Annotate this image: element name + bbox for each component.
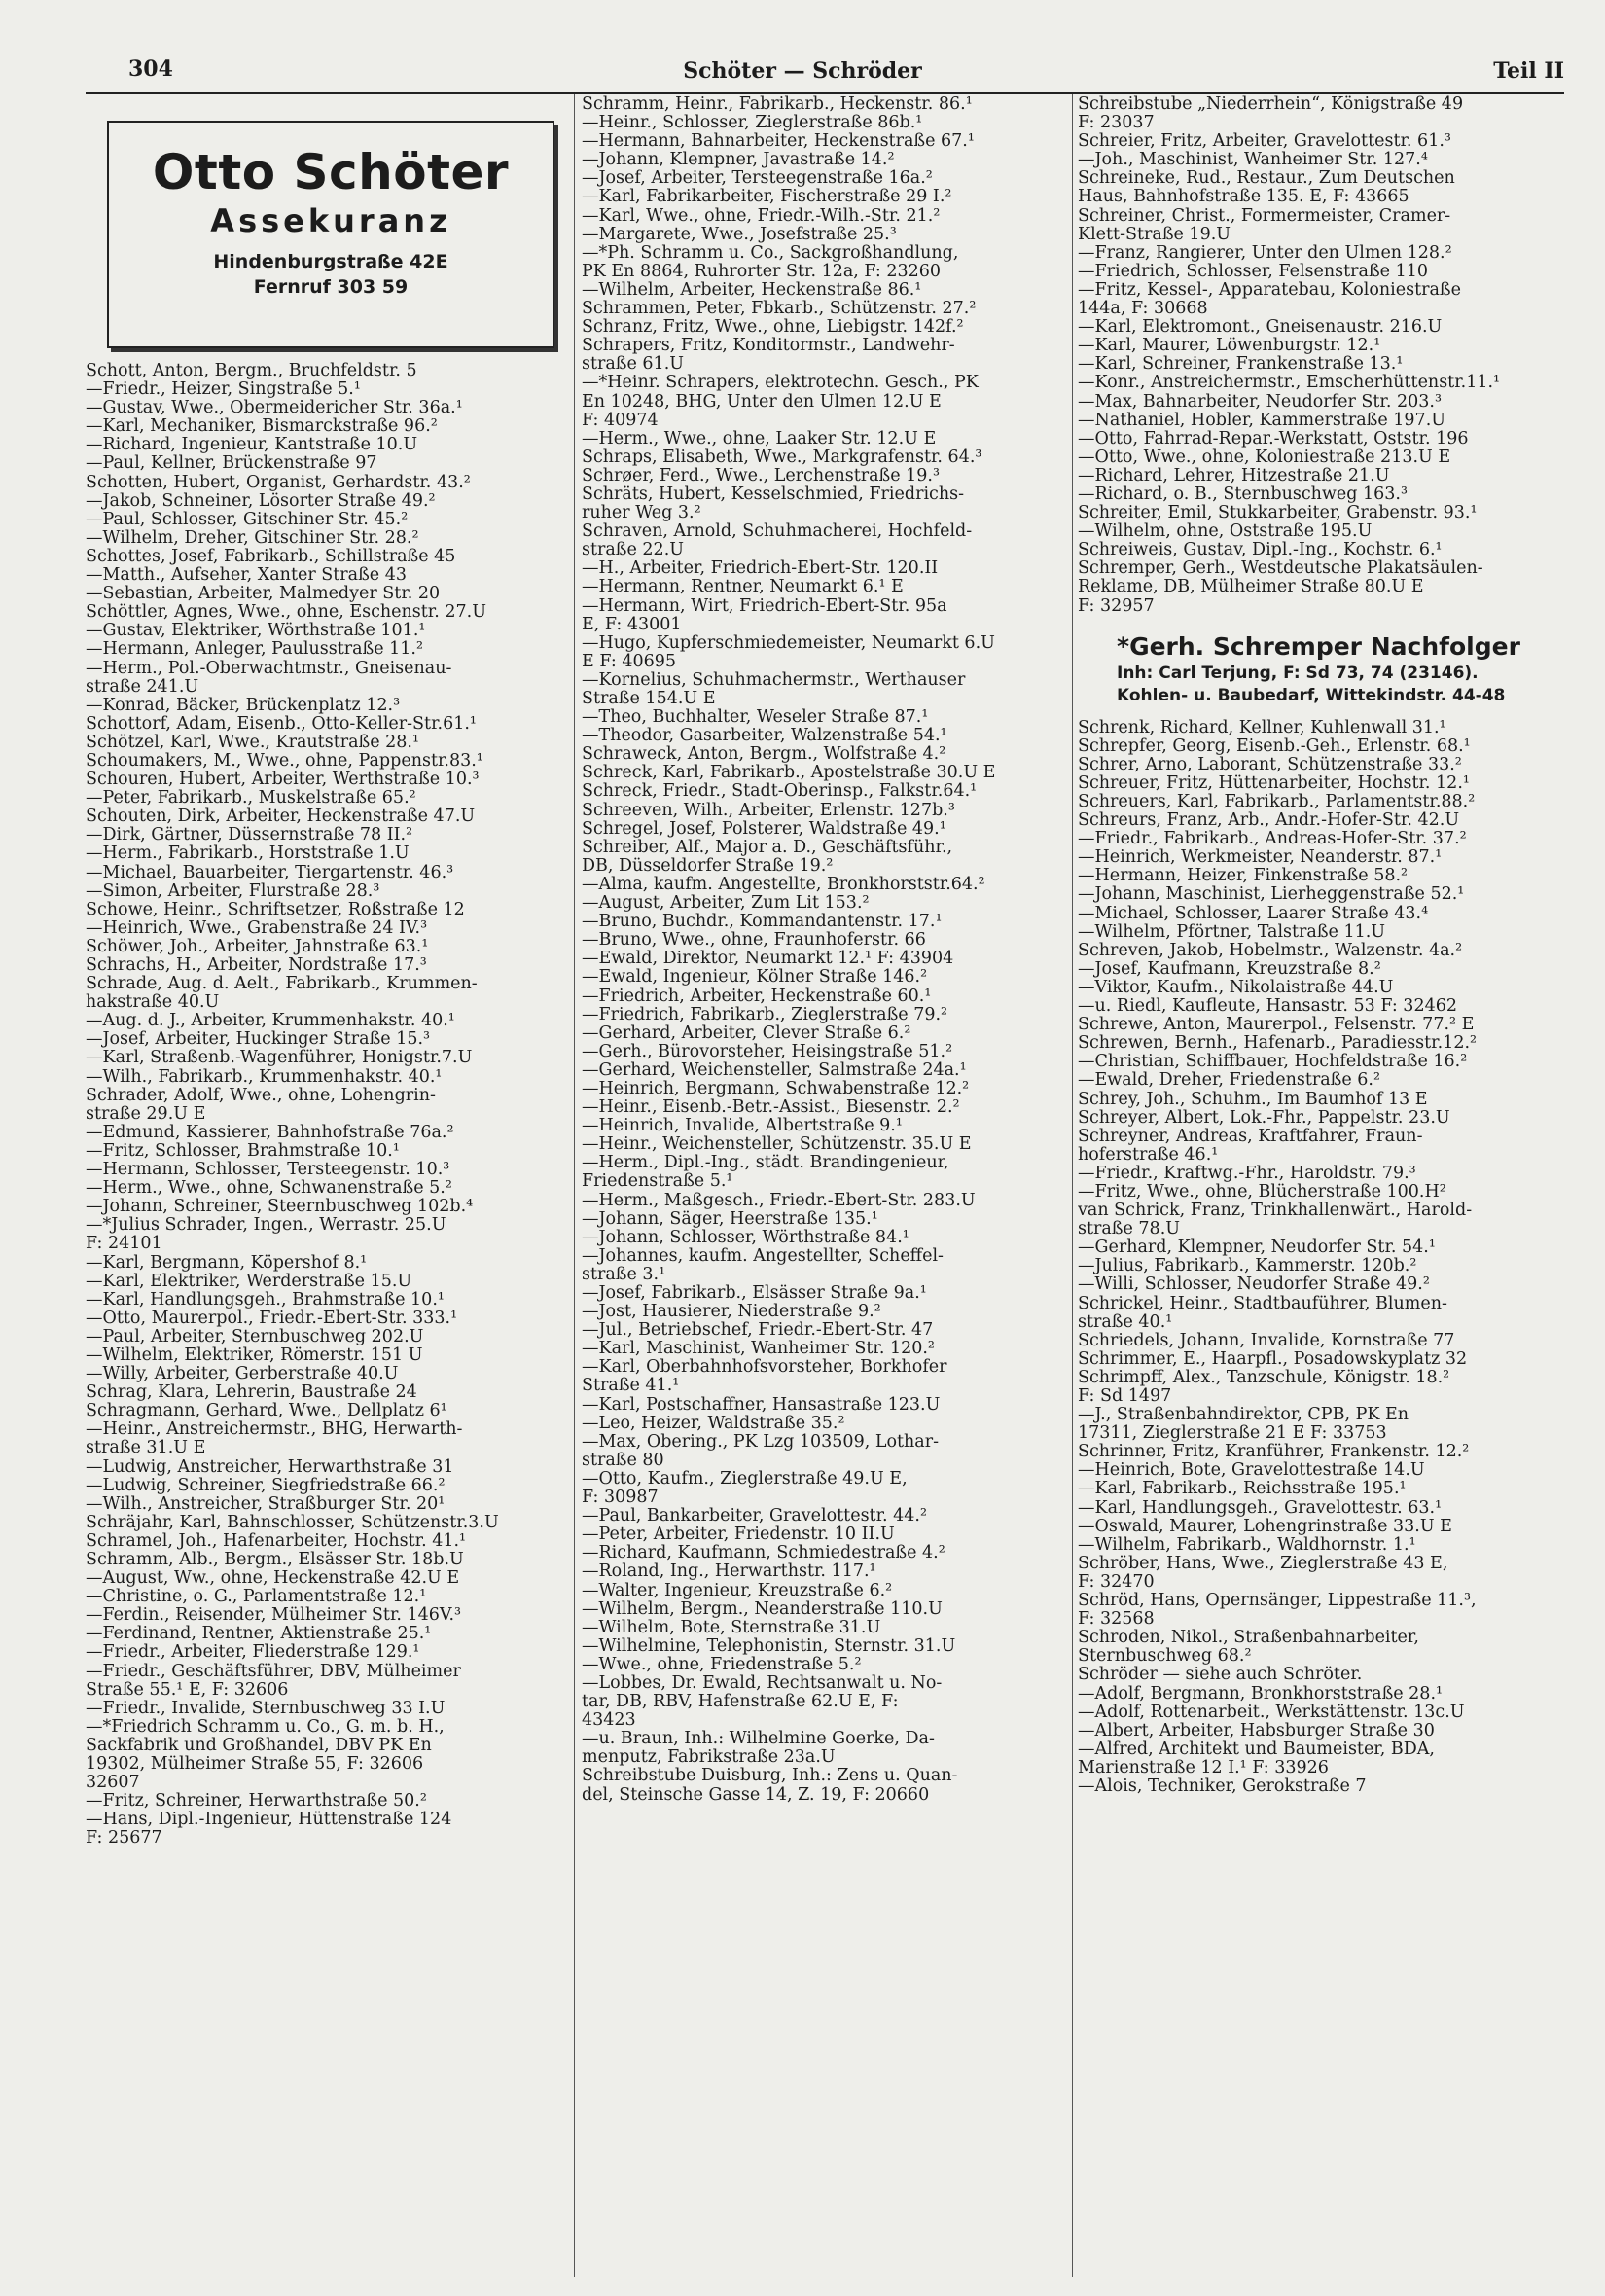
directory-entry-line: del, Steinsche Gasse 14, Z. 19, F: 20660 [582, 1785, 930, 1805]
directory-entry-line: Schrey, Joh., Schuhm., Im Baumhof 13 E [1078, 1090, 1428, 1109]
directory-entry-line: —Johann, Schlosser, Wörthstraße 84.¹ [582, 1228, 910, 1247]
directory-entry-line: Schrøer, Ferd., Wwe., Lerchenstraße 19.³ [582, 466, 941, 485]
directory-entry-line: —Karl, Maurer, Löwenburgstr. 12.¹ [1078, 337, 1381, 356]
directory-entry-line: —Wilhelm, Pförtner, Talstraße 11.U [1078, 922, 1386, 942]
directory-entry-line: E F: 40695 [582, 652, 676, 671]
directory-entry-line: —Dirk, Gärtner, Düssernstraße 78 II.² [86, 826, 413, 845]
directory-entry-line: tar, DB, RBV, Hafenstraße 62.U E, F: [582, 1693, 899, 1712]
directory-entry-line: —Richard, Kaufmann, Schmiedestraße 4.² [582, 1544, 945, 1563]
directory-entry-line: Schreiber, Alf., Major a. D., Geschäftsführ., [582, 838, 953, 857]
directory-entry-line: Schreiter, Emil, Stukkarbeiter, Grabenstr. 93.¹ [1078, 504, 1478, 523]
directory-entry-line: —Oswald, Maurer, Lohengrinstraße 33.U E [1078, 1517, 1452, 1536]
directory-entry-line: —Karl, Wwe., ohne, Friedr.-Wilh.-Str. 21.² [582, 206, 941, 226]
directory-entry-line: —u. Riedl, Kaufleute, Hansastr. 53 F: 32462 [1078, 997, 1457, 1017]
directory-entry-line: Schouren, Hubert, Arbeiter, Werthstraße 10.³ [86, 771, 480, 790]
directory-entry-line: —Hermann, Schlosser, Tersteegenstr. 10.³ [86, 1161, 450, 1180]
directory-entry-line: —Max, Obering., PK Lzg 103509, Lothar- [582, 1432, 939, 1452]
directory-entry-line: Schroden, Nikol., Straßenbahnarbeiter, [1078, 1629, 1419, 1648]
directory-entry-line: —Theodor, Gasarbeiter, Walzenstraße 54.¹ [582, 727, 947, 746]
directory-entry-line: Schraps, Elisabeth, Wwe., Markgrafenstr. 64.³ [582, 448, 982, 467]
directory-entry-line: —Konr., Anstreichermstr., Emscherhüttenstr.11.¹ [1078, 374, 1501, 393]
directory-entry-line: —J., Straßenbahndirektor, CPB, PK En [1078, 1406, 1409, 1425]
directory-entry-line: —Paul, Arbeiter, Sternbuschweg 202.U [86, 1327, 424, 1346]
directory-entry-line: —Josef, Arbeiter, Huckinger Straße 15.³ [86, 1030, 431, 1050]
directory-entry-line: —Heinr., Schlosser, Zieglerstraße 86b.¹ [582, 114, 923, 133]
ad-business-line: Kohlen- u. Baubedarf, Wittekindstr. 44-48 [1117, 685, 1506, 705]
directory-entry-line: —Wilhelmine, Telephonistin, Sternstr. 31.U [582, 1636, 956, 1656]
directory-entry-line: Schräts, Hubert, Kesselschmied, Friedrichs- [582, 484, 965, 504]
ad-trade: Assekuranz [210, 202, 451, 239]
directory-entry-line: Marienstraße 12 I.¹ F: 33926 [1078, 1758, 1329, 1777]
directory-entry-line: —Johann, Säger, Heerstraße 135.¹ [582, 1209, 878, 1229]
directory-entry-line: Schröber, Hans, Wwe., Zieglerstraße 43 E, [1078, 1554, 1448, 1573]
directory-entry-line: —Max, Bahnarbeiter, Neudorfer Str. 203.³ [1078, 392, 1442, 412]
directory-entry-line: —Wilhelm, Bote, Sternstraße 31.U [582, 1618, 881, 1637]
ad-address: Hindenburgstraße 42E [213, 251, 448, 272]
directory-entry-line: —Karl, Elektriker, Werderstraße 15.U [86, 1272, 412, 1291]
directory-entry-line: —Friedr., Geschäftsführer, DBV, Mülheimer [86, 1662, 461, 1681]
directory-entry-line: —Walter, Ingenieur, Kreuzstraße 6.² [582, 1581, 893, 1600]
directory-entry-line: —August, Arbeiter, Zum Lit 153.² [582, 894, 870, 914]
directory-entry-line: Schreurs, Franz, Arb., Andr.-Hofer-Str. 42.U [1078, 811, 1460, 831]
directory-entry-line: —u. Braun, Inh.: Wilhelmine Goerke, Da- [582, 1730, 935, 1749]
directory-entry-line: —Otto, Maurerpol., Friedr.-Ebert-Str. 333.¹ [86, 1309, 458, 1328]
ad-title: *Gerh. Schremper Nachfolger [1117, 631, 1520, 661]
directory-entry-line: —Simon, Arbeiter, Flurstraße 28.³ [86, 881, 380, 901]
directory-entry-line: Schrinner, Fritz, Kranführer, Frankenstr. 12.² [1078, 1443, 1470, 1462]
directory-entry-line: —Wilhelm, Bergm., Neanderstraße 110.U [582, 1599, 943, 1619]
directory-entry-line: Schreven, Jakob, Hobelmstr., Walzenstr. 4a.² [1078, 941, 1463, 960]
directory-entry-line: —Herm., Wwe., ohne, Laaker Str. 12.U E [582, 429, 937, 448]
directory-entry-line: menputz, Fabrikstraße 23a.U [582, 1748, 836, 1768]
directory-entry-line: —Alma, kaufm. Angestellte, Bronkhorststr.64.² [582, 875, 985, 894]
directory-entry-line: Schräjahr, Karl, Bahnschlosser, Schützenstr.3.U [86, 1513, 499, 1532]
advertisement-otto-schoeter [107, 121, 554, 348]
directory-entry-line: —Karl, Bergmann, Köpershof 8.¹ [86, 1253, 368, 1273]
directory-entry-line: —Wwe., ohne, Friedenstraße 5.² [582, 1655, 862, 1674]
directory-entry-line: —Willy, Arbeiter, Gerberstraße 40.U [86, 1365, 399, 1384]
directory-entry-line: Schreyner, Andreas, Kraftfahrer, Fraun- [1078, 1127, 1423, 1146]
column-3-entries [1078, 95, 1564, 1796]
directory-entry-line: Schoumakers, M., Wwe., ohne, Pappenstr.83.¹ [86, 751, 483, 771]
directory-entry-line: —Wilh., Anstreicher, Straßburger Str. 20¹ [86, 1494, 446, 1514]
directory-entry-line: —Josef, Arbeiter, Tersteegenstraße 16a.² [582, 169, 933, 189]
directory-entry-line: straße 61.U [582, 355, 684, 375]
directory-entry-line: —Hermann, Wirt, Friedrich-Ebert-Str. 95a [582, 596, 947, 616]
directory-entry-line: 17311, Zieglerstraße 21 E F: 33753 [1078, 1424, 1387, 1444]
directory-entry-line: —Herm., Wwe., ohne, Schwanenstraße 5.² [86, 1179, 452, 1199]
directory-entry-line: Straße 154.U E [582, 690, 716, 708]
directory-entry-line: —Karl, Elektromont., Gneisenaustr. 216.U [1078, 318, 1443, 338]
directory-entry-line: —August, Ww., ohne, Heckenstraße 42.U E [86, 1569, 460, 1589]
directory-entry-line: Schrickel, Heinr., Stadtbauführer, Blumen- [1078, 1294, 1447, 1313]
directory-entry-line: —H., Arbeiter, Friedrich-Ebert-Str. 120.II [582, 559, 939, 579]
directory-entry-line: —Karl, Maschinist, Wanheimer Str. 120.² [582, 1340, 935, 1359]
directory-entry-line: —Bruno, Buchdr., Kommandantenstr. 17.¹ [582, 913, 943, 932]
directory-entry-line: —Franz, Rangierer, Unter den Ulmen 128.² [1078, 243, 1452, 263]
directory-entry-line: straße 3.¹ [582, 1265, 666, 1284]
directory-entry-line: —Christian, Schiffbauer, Hochfeldstraße 16.² [1078, 1053, 1468, 1072]
directory-entry-line: —Christine, o. G., Parlamentstraße 12.¹ [86, 1588, 427, 1607]
directory-entry-line: —Roland, Ing., Herwarthstr. 117.¹ [582, 1562, 876, 1582]
header-rule [86, 92, 1564, 94]
column-divider [574, 94, 575, 2277]
directory-entry-line: Schreck, Karl, Fabrikarb., Apostelstraße 30.U E [582, 764, 996, 783]
directory-entry-line: F: 32957 [1078, 596, 1155, 616]
directory-entry-line: —Wilhelm, Fabrikarb., Waldhornstr. 1.¹ [1078, 1535, 1416, 1555]
directory-entry-line: F: 25677 [86, 1829, 162, 1848]
directory-entry-line: Haus, Bahnhofstraße 135. E, F: 43665 [1078, 188, 1409, 207]
directory-entry-line: Schottes, Josef, Fabrikarb., Schillstraße 45 [86, 547, 456, 566]
directory-entry-line: —Paul, Bankarbeiter, Gravelottestr. 44.² [582, 1507, 927, 1526]
directory-entry-line: —Julius, Fabrikarb., Kammerstr. 120b.² [1078, 1257, 1417, 1276]
directory-entry-line: Schouten, Dirk, Arbeiter, Heckenstraße 47.U [86, 807, 476, 827]
directory-entry-line: Schröd, Hans, Opernsänger, Lippestraße 11.³, [1078, 1592, 1477, 1611]
directory-entry-line: Schreyer, Albert, Lok.-Fhr., Pappelstr. 23.U [1078, 1108, 1450, 1128]
directory-entry-line: —Johann, Maschinist, Lierheggenstraße 52.¹ [1078, 885, 1465, 905]
directory-entry-line: —Friedr., Invalide, Sternbuschweg 33 I.U [86, 1699, 446, 1718]
directory-entry-line: —Wilhelm, Arbeiter, Heckenstraße 86.¹ [582, 280, 922, 300]
directory-entry-line: Sternbuschweg 68.² [1078, 1647, 1252, 1667]
directory-entry-line: —Konrad, Bäcker, Brückenplatz 12.³ [86, 696, 401, 715]
directory-entry-line: Schötzel, Karl, Wwe., Krautstraße 28.¹ [86, 733, 419, 752]
directory-entry-line: —Richard, Ingenieur, Kantstraße 10.U [86, 436, 418, 455]
directory-entry-line: —Gustav, Wwe., Obermeidericher Str. 36a.¹ [86, 399, 463, 418]
directory-entry-line: —Fritz, Schlosser, Brahmstraße 10.¹ [86, 1141, 400, 1161]
ad-company-name: Otto Schöter [152, 144, 510, 200]
directory-entry-line: Schraweck, Anton, Bergm., Wolfstraße 4.² [582, 745, 946, 765]
directory-entry-line: —Fritz, Kessel-, Apparatebau, Koloniestraße [1078, 280, 1461, 300]
directory-entry-line: Klett-Straße 19.U [1078, 225, 1231, 244]
directory-entry-line: En 10248, BHG, Unter den Ulmen 12.U E [582, 392, 942, 412]
directory-entry-line: Schreineke, Rud., Restaur., Zum Deutschen [1078, 169, 1455, 189]
directory-entry-line: —Heinrich, Wwe., Grabenstraße 24 IV.³ [86, 918, 428, 938]
directory-entry-line: —Wilhelm, Dreher, Gitschiner Str. 28.² [86, 528, 419, 548]
directory-entry-line: Schrewen, Bernh., Hafenarb., Paradiesstr.12.² [1078, 1034, 1478, 1054]
directory-entry-line: —Adolf, Bergmann, Bronkhorststraße 28.¹ [1078, 1684, 1444, 1704]
directory-entry-line: —Alois, Techniker, Gerokstraße 7 [1078, 1776, 1367, 1796]
directory-entry-line: —Herm., Fabrikarb., Horststraße 1.U [86, 844, 410, 864]
directory-entry-line: straße 78.U [1078, 1220, 1180, 1239]
directory-entry-line: —Herm., Pol.-Oberwachtmstr., Gneisenau- [86, 659, 452, 678]
directory-entry-line: —Edmund, Kassierer, Bahnhofstraße 76a.² [86, 1123, 454, 1142]
directory-entry-line: Schrimmer, E., Haarpfl., Posadowskyplatz 32 [1078, 1349, 1468, 1369]
directory-entry-line: —Herm., Dipl.-Ing., städt. Brandingenieur, [582, 1154, 949, 1173]
page-number: 304 [128, 56, 173, 82]
ad-owner-line: Inh: Carl Terjung, F: Sd 73, 74 (23146). [1117, 663, 1479, 683]
directory-entry-line: Schotten, Hubert, Organist, Gerhardstr. 43.² [86, 473, 471, 492]
directory-entry-line: 19302, Mülheimer Straße 55, F: 32606 [86, 1755, 424, 1775]
directory-entry-line: Schöttler, Agnes, Wwe., ohne, Eschenstr. 27.U [86, 603, 486, 623]
directory-entry-line: Sackfabrik und Großhandel, DBV PK En [86, 1736, 432, 1755]
directory-entry-line: —Johann, Schreiner, Steernbuschweg 102b.⁴ [86, 1198, 474, 1217]
directory-entry-line: —Michael, Schlosser, Laarer Straße 43.⁴ [1078, 904, 1429, 923]
directory-entry-line: Schregel, Josef, Polsterer, Waldstraße 49.¹ [582, 819, 946, 839]
directory-entry-line: —Peter, Fabrikarb., Muskelstraße 65.² [86, 789, 416, 808]
directory-entry-line: —Friedrich, Fabrikarb., Zieglerstraße 79.² [582, 1005, 948, 1024]
directory-entry-line: —Heinrich, Bote, Gravelottestraße 14.U [1078, 1461, 1425, 1481]
directory-entry-line: —Otto, Wwe., ohne, Koloniestraße 213.U E [1078, 448, 1451, 467]
directory-entry-line: Schrachs, H., Arbeiter, Nordstraße 17.³ [86, 956, 427, 975]
directory-entry-line: —Johann, Klempner, Javastraße 14.² [582, 151, 895, 170]
directory-entry-line: —Ludwig, Anstreicher, Herwarthstraße 31 [86, 1457, 454, 1477]
directory-entry-line: —Friedr., Fabrikarb., Andreas-Hofer-Str. 37.² [1078, 830, 1467, 849]
directory-entry-line: —Jost, Hausierer, Niederstraße 9.² [582, 1303, 881, 1322]
directory-entry-line: —Alfred, Architekt und Baumeister, BDA, [1078, 1740, 1435, 1759]
directory-entry-line: Schröder — siehe auch Schröter. [1078, 1666, 1363, 1685]
directory-entry-line: ruher Weg 3.² [582, 504, 701, 523]
directory-entry-line: —Josef, Fabrikarb., Elsässer Straße 9a.¹ [582, 1284, 927, 1303]
directory-entry-line: —Friedrich, Arbeiter, Heckenstraße 60.¹ [582, 987, 932, 1006]
directory-entry-line: F: 30987 [582, 1489, 659, 1508]
directory-entry-line: —Heinrich, Invalide, Albertstraße 9.¹ [582, 1117, 903, 1136]
directory-entry-line: Schreeven, Wilh., Arbeiter, Erlenstr. 127b.³ [582, 801, 955, 820]
directory-entry-line: —*Ph. Schramm u. Co., Sackgroßhandlung, [582, 243, 959, 263]
directory-entry-line: —Heinr., Anstreichermstr., BHG, Herwarth- [86, 1420, 463, 1440]
directory-entry-line: —Joh., Maschinist, Wanheimer Str. 127.⁴ [1078, 151, 1428, 170]
directory-entry-line: straße 29.U E [86, 1104, 206, 1124]
directory-entry-line: —Karl, Handlungsgeh., Gravelottestr. 63.¹ [1078, 1498, 1443, 1518]
directory-entry-line: —Wilhelm, ohne, Oststraße 195.U [1078, 522, 1373, 542]
directory-entry-line: PK En 8864, Ruhrorter Str. 12a, F: 23260 [582, 262, 942, 281]
directory-entry-line: Straße 55.¹ E, F: 32606 [86, 1680, 289, 1700]
directory-entry-line: Schreiner, Christ., Formermeister, Cramer- [1078, 206, 1451, 226]
directory-entry-line: Schrewe, Anton, Maurerpol., Felsenstr. 77.² E [1078, 1016, 1475, 1035]
directory-entry-line: —Kornelius, Schuhmachermstr., Werthauser [582, 670, 966, 690]
directory-entry-line: —Paul, Kellner, Brückenstraße 97 [86, 454, 377, 474]
directory-entry-line: Schreiweis, Gustav, Dipl.-Ing., Kochstr. 6.¹ [1078, 541, 1443, 560]
directory-entry-line: 32607 [86, 1774, 140, 1793]
directory-entry-line: straße 40.¹ [1078, 1312, 1173, 1332]
directory-entry-line: —Wilhelm, Elektriker, Römerstr. 151 U [86, 1345, 423, 1365]
page-part-label: Teil II [1493, 58, 1564, 84]
directory-entry-line: —Heinr., Eisenb.-Betr.-Assist., Biesenstr. 2.² [582, 1098, 960, 1118]
directory-entry-line: —Hermann, Rentner, Neumarkt 6.¹ E [582, 578, 904, 597]
directory-entry-line: —Paul, Schlosser, Gitschiner Str. 45.² [86, 510, 409, 529]
directory-entry-line: Schrimpff, Alex., Tanzschule, Königstr. 18.² [1078, 1368, 1450, 1387]
directory-entry-line: —Herm., Maßgesch., Friedr.-Ebert-Str. 283.U [582, 1191, 976, 1210]
directory-entry-line: —Theo, Buchhalter, Weseler Straße 87.¹ [582, 708, 929, 728]
directory-entry-line: —Fritz, Schreiner, Herwarthstraße 50.² [86, 1792, 427, 1812]
directory-entry-line: Schott, Anton, Bergm., Bruchfeldstr. 5 [86, 362, 417, 380]
directory-entry-line: Schreck, Friedr., Stadt-Oberinsp., Falkstr.64.¹ [582, 782, 978, 802]
directory-entry-line: —Friedrich, Schlosser, Felsenstraße 110 [1078, 262, 1428, 281]
directory-entry-line: —Michael, Bauarbeiter, Tiergartenstr. 46.³ [86, 863, 454, 882]
directory-entry-line: 144a, F: 30668 [1078, 300, 1208, 319]
directory-entry-line: Schrenk, Richard, Kellner, Kuhlenwall 31.¹ [1078, 718, 1446, 737]
directory-entry-line: Schramm, Alb., Bergm., Elsässer Str. 18b.U [86, 1551, 464, 1569]
column-3 [1078, 95, 1564, 1796]
column-2 [582, 95, 1068, 1805]
directory-entry-line: Schrader, Adolf, Wwe., ohne, Lohengrin- [86, 1086, 436, 1105]
directory-entry-line: —Karl, Postschaffner, Hansastraße 123.U [582, 1395, 941, 1415]
directory-entry-line: —Karl, Mechaniker, Bismarckstraße 96.² [86, 417, 438, 437]
directory-entry-line: F: 32568 [1078, 1610, 1155, 1630]
directory-entry-line: —Bruno, Wwe., ohne, Fraunhoferstr. 66 [582, 931, 926, 951]
directory-entry-line: Friedenstraße 5.¹ [582, 1172, 733, 1192]
directory-entry-line: —Sebastian, Arbeiter, Malmedyer Str. 20 [86, 585, 441, 604]
directory-entry-line: —Heinrich, Bergmann, Schwabenstraße 12.² [582, 1079, 970, 1098]
directory-entry-line: —Ewald, Direktor, Neumarkt 12.¹ F: 43904 [582, 950, 954, 969]
directory-entry-line: —Viktor, Kaufm., Nikolaistraße 44.U [1078, 978, 1394, 997]
directory-entry-line: —Richard, o. B., Sternbuschweg 163.³ [1078, 484, 1408, 504]
directory-entry-line: —Karl, Straßenb.-Wagenführer, Honigstr.7.U [86, 1049, 473, 1068]
directory-entry-line: —Hermann, Bahnarbeiter, Heckenstraße 67.¹ [582, 132, 975, 152]
directory-entry-line: —Jakob, Schneiner, Lösorter Straße 49.² [86, 491, 436, 511]
directory-entry-line: Reklame, DB, Mülheimer Straße 80.U E [1078, 578, 1424, 597]
directory-entry-line: —Gerhard, Weichensteller, Salmstraße 24a.¹ [582, 1060, 967, 1080]
directory-entry-line: —Gerhard, Klempner, Neudorfer Str. 54.¹ [1078, 1238, 1436, 1258]
directory-entry-line: —Karl, Oberbahnhofsvorsteher, Borkhofer [582, 1358, 947, 1378]
directory-entry-line: —*Heinr. Schrapers, elektrotechn. Gesch., PK [582, 374, 979, 393]
directory-entry-line: —Albert, Arbeiter, Habsburger Straße 30 [1078, 1721, 1435, 1740]
advertisement-schremper [1117, 631, 1564, 707]
directory-entry-line: —Hugo, Kupferschmiedemeister, Neumarkt 6.U [582, 633, 995, 653]
directory-entry-line: Schottorf, Adam, Eisenb., Otto-Keller-Str.61.¹ [86, 714, 477, 734]
directory-entry-line: —Aug. d. J., Arbeiter, Krummenhakstr. 40.¹ [86, 1012, 455, 1031]
ad-phone: Fernruf 303 59 [253, 276, 409, 298]
directory-entry-line: Schrag, Klara, Lehrerin, Baustraße 24 [86, 1383, 417, 1403]
directory-entry-line: —Friedr., Arbeiter, Fliederstraße 129.¹ [86, 1643, 420, 1663]
directory-entry-line: F: 23037 [1078, 114, 1155, 133]
directory-entry-line: Schrade, Aug. d. Aelt., Fabrikarb., Krummen- [86, 975, 478, 994]
directory-entry-line: —Wilh., Fabrikarb., Krummenhakstr. 40.¹ [86, 1067, 443, 1087]
directory-entry-line: Schreibstube „Niederrhein“, Königstraße 49 [1078, 95, 1464, 114]
directory-entry-line: F: 40974 [582, 411, 659, 430]
directory-entry-line: —Fritz, Wwe., ohne, Blücherstraße 100.H² [1078, 1182, 1446, 1202]
directory-entry-line: Schremper, Gerh., Westdeutsche Plakatsäulen- [1078, 559, 1483, 579]
directory-entry-line: —Lobbes, Dr. Ewald, Rechtsanwalt u. No- [582, 1673, 943, 1693]
directory-entry-line: —Gustav, Elektriker, Wörthstraße 101.¹ [86, 622, 426, 641]
directory-entry-line: —Josef, Kaufmann, Kreuzstraße 8.² [1078, 959, 1381, 979]
directory-entry-line: —Friedr., Heizer, Singstraße 5.¹ [86, 380, 361, 400]
directory-entry-line: —Ewald, Dreher, Friedenstraße 6.² [1078, 1071, 1380, 1091]
directory-entry-line: —Ludwig, Schreiner, Siegfriedstraße 66.² [86, 1476, 446, 1495]
column-1-entries [86, 362, 564, 1848]
directory-entry-line: —Richard, Lehrer, Hitzestraße 21.U [1078, 466, 1390, 485]
directory-entry-line: Schrepfer, Georg, Eisenb.-Geh., Erlenstr. 68.¹ [1078, 736, 1471, 756]
directory-entry-line: —Ewald, Ingenieur, Kölner Straße 146.² [582, 968, 928, 987]
column-1 [86, 95, 564, 1848]
directory-entry-line: straße 241.U [86, 677, 199, 697]
directory-entry-line: —Friedr., Kraftwg.-Fhr., Haroldstr. 79.³ [1078, 1164, 1416, 1183]
directory-entry-line: hoferstraße 46.¹ [1078, 1145, 1219, 1165]
directory-entry-line: —Willi, Schlosser, Neudorfer Straße 49.² [1078, 1275, 1430, 1295]
directory-entry-line: —Heinrich, Werkmeister, Neanderstr. 87.¹ [1078, 848, 1443, 868]
directory-entry-line: —Johannes, kaufm. Angestellter, Scheffel- [582, 1246, 944, 1266]
directory-entry-line: F: 24101 [86, 1235, 162, 1254]
directory-entry-line: E, F: 43001 [582, 615, 682, 634]
directory-entry-line: Schraven, Arnold, Schuhmacherei, Hochfeld- [582, 522, 973, 542]
directory-entry-line: hakstraße 40.U [86, 993, 220, 1013]
directory-entry-line: Straße 41.¹ [582, 1377, 680, 1396]
directory-entry-line: 43423 [582, 1711, 636, 1731]
directory-entry-line: —Ferdinand, Rentner, Aktienstraße 25.¹ [86, 1625, 432, 1644]
directory-entry-line: —Karl, Fabrikarb., Reichsstraße 195.¹ [1078, 1480, 1407, 1499]
page-running-title: Schöter — Schröder [683, 58, 922, 84]
directory-entry-line: van Schrick, Franz, Trinkhallenwärt., Harold- [1078, 1202, 1473, 1221]
directory-entry-line: Schramel, Joh., Hafenarbeiter, Hochstr. 41.¹ [86, 1531, 467, 1551]
directory-entry-line: Schrammen, Peter, Fbkarb., Schützenstr. 27.² [582, 300, 977, 319]
column-2-entries [582, 95, 1068, 1805]
directory-entry-line: Schreuer, Fritz, Hüttenarbeiter, Hochstr. 12.¹ [1078, 773, 1470, 793]
directory-entry-line: —*Julius Schrader, Ingen., Werrastr. 25.U [86, 1216, 446, 1236]
directory-entry-line: —Heinr., Weichensteller, Schützenstr. 35.U E [582, 1135, 972, 1155]
directory-entry-line: —Karl, Fabrikarbeiter, Fischerstraße 29 I.² [582, 188, 952, 207]
directory-entry-line: —Jul., Betriebschef, Friedr.-Ebert-Str. 47 [582, 1321, 934, 1341]
directory-entry-line: —Hans, Dipl.-Ingenieur, Hüttenstraße 124 [86, 1811, 452, 1830]
directory-entry-line: Schreier, Fritz, Arbeiter, Gravelottestr. 61.³ [1078, 132, 1451, 152]
directory-entry-line: —Otto, Kaufm., Zieglerstraße 49.U E, [582, 1469, 908, 1489]
directory-entry-line: Schragmann, Gerhard, Wwe., Dellplatz 6¹ [86, 1402, 447, 1421]
directory-entry-line: Schreibstube Duisburg, Inh.: Zens u. Quan- [582, 1767, 958, 1786]
directory-entry-line: straße 22.U [582, 541, 684, 560]
directory-entry-line: —Matth., Aufseher, Xanter Straße 43 [86, 566, 407, 586]
directory-entry-line: —Hermann, Heizer, Finkenstraße 58.² [1078, 867, 1409, 886]
directory-entry-line: —Hermann, Anleger, Paulusstraße 11.² [86, 640, 423, 660]
directory-entry-line: Schrapers, Fritz, Konditormstr., Landwehr- [582, 337, 955, 356]
directory-entry-line: —Nathaniel, Hobler, Kammerstraße 197.U [1078, 411, 1446, 430]
directory-entry-line: straße 31.U E [86, 1439, 206, 1458]
directory-entry-line: Schranz, Fritz, Wwe., ohne, Liebigstr. 142f.² [582, 318, 964, 338]
directory-entry-line: F: Sd 1497 [1078, 1387, 1172, 1406]
directory-entry-line: —Peter, Arbeiter, Friedenstr. 10 II.U [582, 1525, 895, 1545]
directory-entry-line: —Otto, Fahrrad-Repar.-Werkstatt, Oststr. 196 [1078, 429, 1469, 448]
directory-entry-line: DB, Düsseldorfer Straße 19.² [582, 856, 834, 876]
directory-entry-line: Schreuers, Karl, Fabrikarb., Parlamentstr.88.² [1078, 793, 1476, 811]
directory-entry-line: —Margarete, Wwe., Josefstraße 25.³ [582, 225, 897, 244]
directory-entry-line: Schrer, Arno, Laborant, Schützenstraße 33.² [1078, 755, 1462, 774]
directory-entry-line: —Karl, Schreiner, Frankenstraße 13.¹ [1078, 355, 1404, 375]
directory-entry-line: —Karl, Handlungsgeh., Brahmstraße 10.¹ [86, 1290, 445, 1309]
directory-entry-line: —Leo, Heizer, Waldstraße 35.² [582, 1414, 845, 1433]
directory-entry-line: Schöwer, Joh., Arbeiter, Jahnstraße 63.¹ [86, 937, 429, 956]
directory-entry-line: —Gerh., Bürovorsteher, Heisingstraße 51.² [582, 1042, 953, 1061]
directory-entry-line: straße 80 [582, 1451, 664, 1470]
directory-entry-line: Schramm, Heinr., Fabrikarb., Heckenstr. 86.¹ [582, 95, 973, 114]
directory-entry-line: —Gerhard, Arbeiter, Clever Straße 6.² [582, 1023, 911, 1043]
directory-entry-line: Schowe, Heinr., Schriftsetzer, Roßstraße 12 [86, 900, 465, 919]
directory-entry-line: F: 32470 [1078, 1572, 1155, 1592]
directory-entry-line: Schriedels, Johann, Invalide, Kornstraße 77 [1078, 1331, 1455, 1350]
directory-entry-line: —Ferdin., Reisender, Mülheimer Str. 146V.³ [86, 1606, 462, 1626]
column-divider [1072, 94, 1073, 2277]
directory-entry-line: —Adolf, Rottenarbeit., Werkstättenstr. 13c.U [1078, 1703, 1465, 1722]
directory-entry-line: —*Friedrich Schramm u. Co., G. m. b. H., [86, 1717, 445, 1737]
